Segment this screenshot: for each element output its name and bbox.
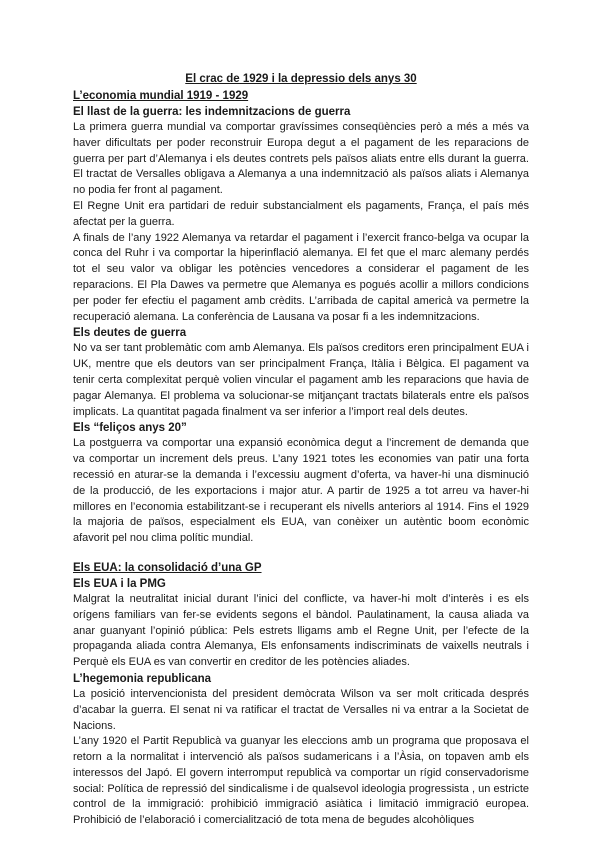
paragraph: La primera guerra mundial va comportar gravíssimes conseqüències però a més a més va haver dificultats per poder reconstruir Europa degut a el pagament de les reparacions de guerra per part d’Alemanya i els deutes contrets pels països aliats entre ells durant la guerra. El tractat de Versalles obligava a Alemanya a una indemnització als països aliats i Alemanya no podia fer front al pagament. — [73, 121, 529, 197]
subheading-deutes-guerra: Els deutes de guerra — [73, 327, 187, 340]
paragraph: L’any 1920 el Partit Republicà va guanyar les eleccions amb un programa que proposava el retorn a la normalitat i intervenció als països sudamericans i a l’Àsia, on topaven amb els interessos del Japó. El govern interromput republicà va comportar un rígid conservadorisme social: Política de repressió del sindicalisme i de qualsevol ideologia progressista , un estricte control de la immigració: prohibició immigració asiàtica i limitació immigració europea. Prohibició de l’elaboració i comercialització de tota mena de begudes alcohòliques — [73, 735, 529, 827]
paragraph: El Regne Unit era partidari de reduir substancialment els pagaments, França, el país més afectat per la guerra. — [73, 199, 529, 228]
paragraph: La postguerra va comportar una expansió econòmica degut a l’increment de demanda que va comportar un increment dels preus. L’any 1921 totes les economies van patir una forta recessió en aturar-se la demanda i l’excessiu augment d’oferta, va haver-hi una disminució de la producció, de les exportacions i major atur. A partir de 1925 a tot arreu va haver-hi millores en l’economia estabilitzant-se i recuperant els nivells anteriors al 1914. Fins el 1929 la majoria de països, especialment els EUA, van conèixer un autèntic boom econòmic afavorit pel nou clima polític mundial. — [73, 437, 529, 545]
subheading-felicos-anys-20: Els “feliços anys 20” — [73, 422, 187, 435]
subheading-eua-pmg: Els EUA i la PMG — [73, 577, 166, 590]
document-title: El crac de 1929 i la depressio dels anys 30 — [185, 73, 417, 85]
section-heading-eua: Els EUA: la consolidació d’una GP — [73, 561, 262, 574]
section-heading-economia: L’economia mundial 1919 - 1929 — [73, 90, 249, 102]
paragraph: La posició intervencionista del president demòcrata Wilson va ser molt criticada després d’acabar la guerra. El senat ni va ratificar el tractat de Versalles ni va entrar a la Societat de Nacions. — [73, 687, 529, 732]
paragraph: Malgrat la neutralitat inicial durant l’inici del conflicte, va haver-hi molt d’interès i es els orígens familiars van fer-se evidents segons el bàndol. Paulatinament, la causa aliada va anar guanyant l’opinió pública: Pels estrets lligams amb el Regne Unit, per l’efecte de la propaganda aliada contra Alemanya, Els enfonsaments indiscriminats de vaixells neutrals i Perquè els EUA es van convertir en creditor de les potències aliades. — [73, 592, 529, 669]
subheading-hegemonia-republicana: L’hegemonia republicana — [73, 672, 212, 685]
paragraph: A finals de l’any 1922 Alemanya va retardar el pagament i l’exercit franco-belga va ocupar la conca del Ruhr i va comportar la hiperinflació alemanya. El fet que el marc alemany perdés tot el seu valor va obligar les potències vencedores a considerar el pagament de les reparacions. El Pla Dawes va permetre que Alemanya es pogués acollir a millors condicions per poder fer efectiu el pagament amb crèdits. L’arribada de capital americà va permetre la recuperació alemana. La conferència de Lausana va posar fi a les indemnitzacions. — [73, 231, 529, 323]
paragraph: No va ser tant problemàtic com amb Alemanya. Els països creditors eren principalment EUA i UK, mentre que els deutors van ser principalment França, Itàlia i Bèlgica. El pagament va tenir certa complexitat perquè volien vincular el pagament amb les reparacions que havia de pagar Alemanya. El problema va solucionar-se mitjançant tractats bilaterals entre els països implicats. La quantitat pagada finalment va ser inferior a l’import real dels deutes. — [73, 342, 529, 418]
section-spacer — [73, 547, 529, 561]
subheading-llast-guerra: El llast de la guerra: les indemnitzacions de guerra — [73, 106, 351, 118]
